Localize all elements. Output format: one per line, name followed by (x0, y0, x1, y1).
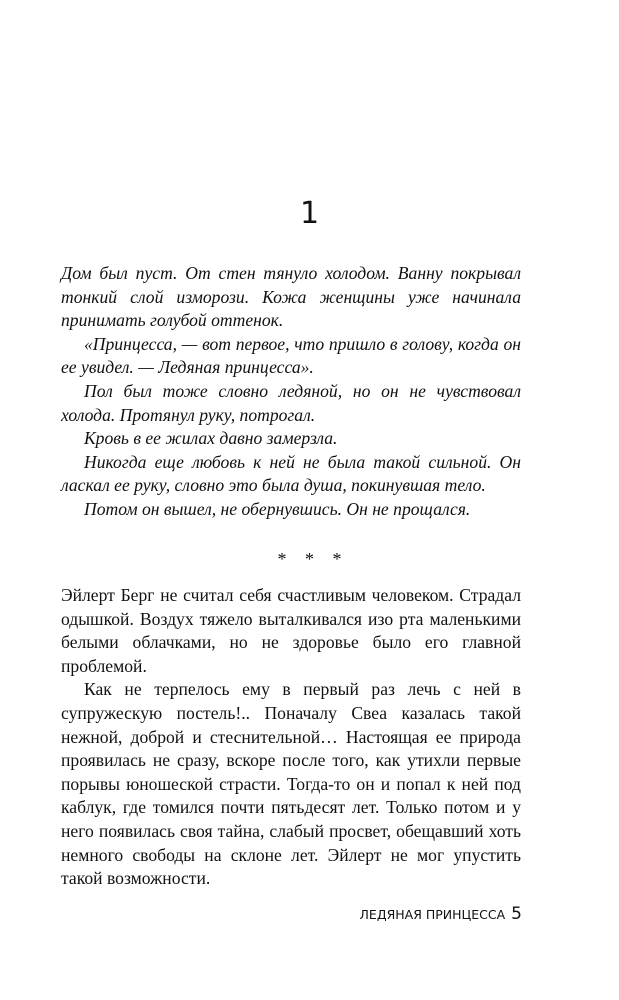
epigraph-paragraph: Потом он вышел, не обернувшись. Он не прощался. (84, 498, 471, 519)
page-number: 5 (511, 904, 522, 924)
body-paragraph: Как не терпелось ему в первый раз лечь с ней в супружескую постель!.. Поначалу Свеа казалась такой нежной, доброй и стеснительной… Настоящая ее природа проявилась не сразу, вскоре после того, как утихли первые порывы юношеской страсти. Тогда-то он и попал к ней под каблук, где томился почти пятьдесят лет. Только потом и у него появилась своя тайна, слабый просвет, обещавший хоть немного свободы на склоне лет. Эйлерт не мог упустить такой возможности. (61, 679, 521, 889)
chapter-number: 1 (299, 196, 320, 231)
epigraph-paragraph: «Принцесса, — вот первое, что пришло в голову, когда он ее увидел. — Ледяная принцесса». (61, 333, 521, 378)
main-text (61, 584, 521, 891)
epigraph-paragraph: Дом был пуст. От стен тянуло холодом. Ванну покрывал тонкий слой изморози. Кожа женщины уже начинала принимать голубой оттенок. (61, 263, 521, 331)
running-footer (360, 904, 522, 925)
epigraph (61, 262, 521, 522)
epigraph-paragraph: Пол был тоже словно ледяной, но он не чувствовал холода. Протянул руку, потрогал. (61, 380, 521, 425)
epigraph-paragraph: Никогда еще любовь к ней не была такой сильной. Он ласкал ее руку, словно это была душа, покинувшая тело. (61, 451, 521, 496)
book-title: ЛЕДЯНАЯ ПРИНЦЕССА (359, 907, 506, 922)
section-separator: * * * (277, 549, 342, 569)
body-paragraph: Эйлерт Берг не считал себя счастливым человеком. Страдал одышкой. Воздух тяжело выталкивался изо рта маленькими белыми облачками, но не здоровье было его главной проблемой. (61, 585, 521, 676)
epigraph-paragraph: Кровь в ее жилах давно замерзла. (84, 428, 338, 449)
